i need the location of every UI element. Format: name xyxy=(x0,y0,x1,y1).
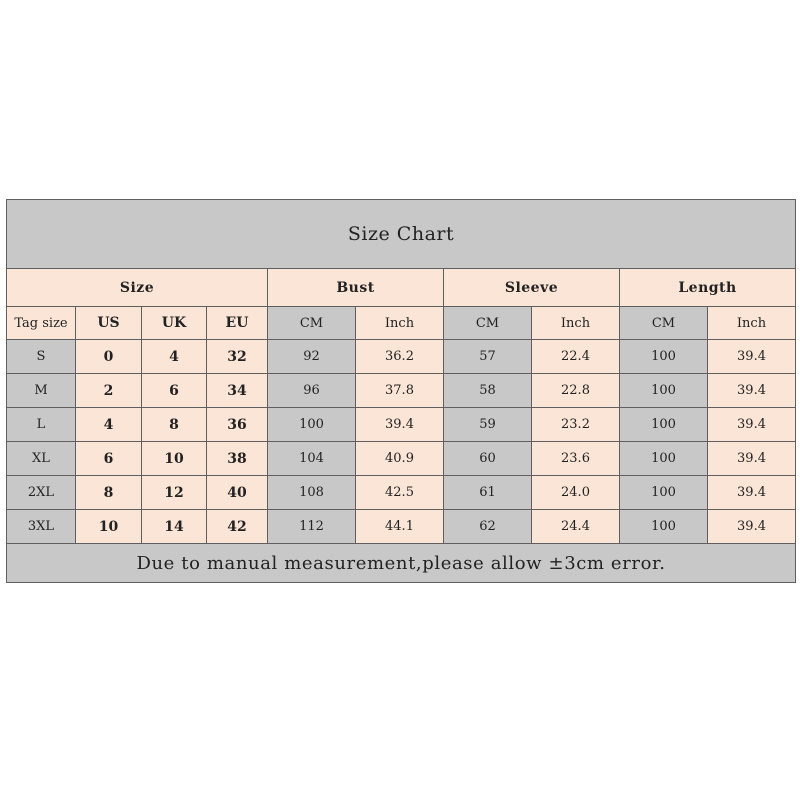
cell-us: 0 xyxy=(76,340,142,374)
subheader-us: US xyxy=(76,307,142,340)
note-row xyxy=(7,544,796,583)
cell-sleeve-cm: 58 xyxy=(444,374,532,408)
subheader-tag-size: Tag size xyxy=(7,307,76,340)
cell-length-inch: 39.4 xyxy=(708,476,796,510)
title-row xyxy=(7,200,796,269)
group-sleeve: Sleeve xyxy=(444,269,620,307)
size-chart-table xyxy=(6,199,796,583)
table-row xyxy=(7,408,796,442)
cell-tag-size: 2XL xyxy=(7,476,76,510)
cell-us: 8 xyxy=(76,476,142,510)
subheader-row xyxy=(7,307,796,340)
cell-sleeve-inch: 22.4 xyxy=(532,340,620,374)
subheader-uk: UK xyxy=(142,307,207,340)
cell-eu: 36 xyxy=(207,408,268,442)
cell-uk: 4 xyxy=(142,340,207,374)
subheader-eu: EU xyxy=(207,307,268,340)
table-row xyxy=(7,510,796,544)
cell-bust-cm: 92 xyxy=(268,340,356,374)
subheader-bust-inch: Inch xyxy=(356,307,444,340)
subheader-bust-cm: CM xyxy=(268,307,356,340)
group-size: Size xyxy=(7,269,268,307)
cell-eu: 34 xyxy=(207,374,268,408)
cell-tag-size: XL xyxy=(7,442,76,476)
cell-bust-inch: 40.9 xyxy=(356,442,444,476)
cell-us: 10 xyxy=(76,510,142,544)
cell-eu: 40 xyxy=(207,476,268,510)
cell-length-cm: 100 xyxy=(620,374,708,408)
cell-sleeve-inch: 23.6 xyxy=(532,442,620,476)
cell-us: 2 xyxy=(76,374,142,408)
cell-sleeve-inch: 23.2 xyxy=(532,408,620,442)
cell-bust-cm: 112 xyxy=(268,510,356,544)
cell-sleeve-cm: 62 xyxy=(444,510,532,544)
cell-bust-inch: 44.1 xyxy=(356,510,444,544)
cell-bust-inch: 36.2 xyxy=(356,340,444,374)
cell-sleeve-cm: 57 xyxy=(444,340,532,374)
cell-uk: 10 xyxy=(142,442,207,476)
cell-bust-inch: 39.4 xyxy=(356,408,444,442)
cell-eu: 32 xyxy=(207,340,268,374)
cell-tag-size: 3XL xyxy=(7,510,76,544)
cell-length-inch: 39.4 xyxy=(708,442,796,476)
cell-tag-size: M xyxy=(7,374,76,408)
table-row xyxy=(7,442,796,476)
cell-bust-inch: 37.8 xyxy=(356,374,444,408)
cell-uk: 12 xyxy=(142,476,207,510)
cell-length-cm: 100 xyxy=(620,442,708,476)
table-row xyxy=(7,374,796,408)
cell-length-inch: 39.4 xyxy=(708,510,796,544)
cell-sleeve-cm: 61 xyxy=(444,476,532,510)
cell-length-inch: 39.4 xyxy=(708,374,796,408)
cell-us: 6 xyxy=(76,442,142,476)
subheader-sleeve-inch: Inch xyxy=(532,307,620,340)
group-bust: Bust xyxy=(268,269,444,307)
cell-bust-cm: 104 xyxy=(268,442,356,476)
cell-bust-inch: 42.5 xyxy=(356,476,444,510)
cell-sleeve-inch: 22.8 xyxy=(532,374,620,408)
subheader-sleeve-cm: CM xyxy=(444,307,532,340)
cell-length-cm: 100 xyxy=(620,340,708,374)
cell-length-cm: 100 xyxy=(620,476,708,510)
table-row xyxy=(7,476,796,510)
measurement-note: Due to manual measurement,please allow ±3cm error. xyxy=(7,544,796,583)
cell-sleeve-cm: 59 xyxy=(444,408,532,442)
group-length: Length xyxy=(620,269,796,307)
cell-uk: 14 xyxy=(142,510,207,544)
cell-uk: 8 xyxy=(142,408,207,442)
subheader-length-cm: CM xyxy=(620,307,708,340)
cell-tag-size: L xyxy=(7,408,76,442)
cell-length-cm: 100 xyxy=(620,408,708,442)
cell-length-cm: 100 xyxy=(620,510,708,544)
cell-length-inch: 39.4 xyxy=(708,408,796,442)
cell-eu: 38 xyxy=(207,442,268,476)
cell-length-inch: 39.4 xyxy=(708,340,796,374)
group-header-row xyxy=(7,269,796,307)
cell-bust-cm: 108 xyxy=(268,476,356,510)
cell-sleeve-inch: 24.0 xyxy=(532,476,620,510)
cell-uk: 6 xyxy=(142,374,207,408)
table-row xyxy=(7,340,796,374)
cell-tag-size: S xyxy=(7,340,76,374)
cell-bust-cm: 96 xyxy=(268,374,356,408)
subheader-length-inch: Inch xyxy=(708,307,796,340)
chart-title: Size Chart xyxy=(7,200,796,269)
cell-bust-cm: 100 xyxy=(268,408,356,442)
cell-sleeve-inch: 24.4 xyxy=(532,510,620,544)
cell-us: 4 xyxy=(76,408,142,442)
cell-sleeve-cm: 60 xyxy=(444,442,532,476)
cell-eu: 42 xyxy=(207,510,268,544)
